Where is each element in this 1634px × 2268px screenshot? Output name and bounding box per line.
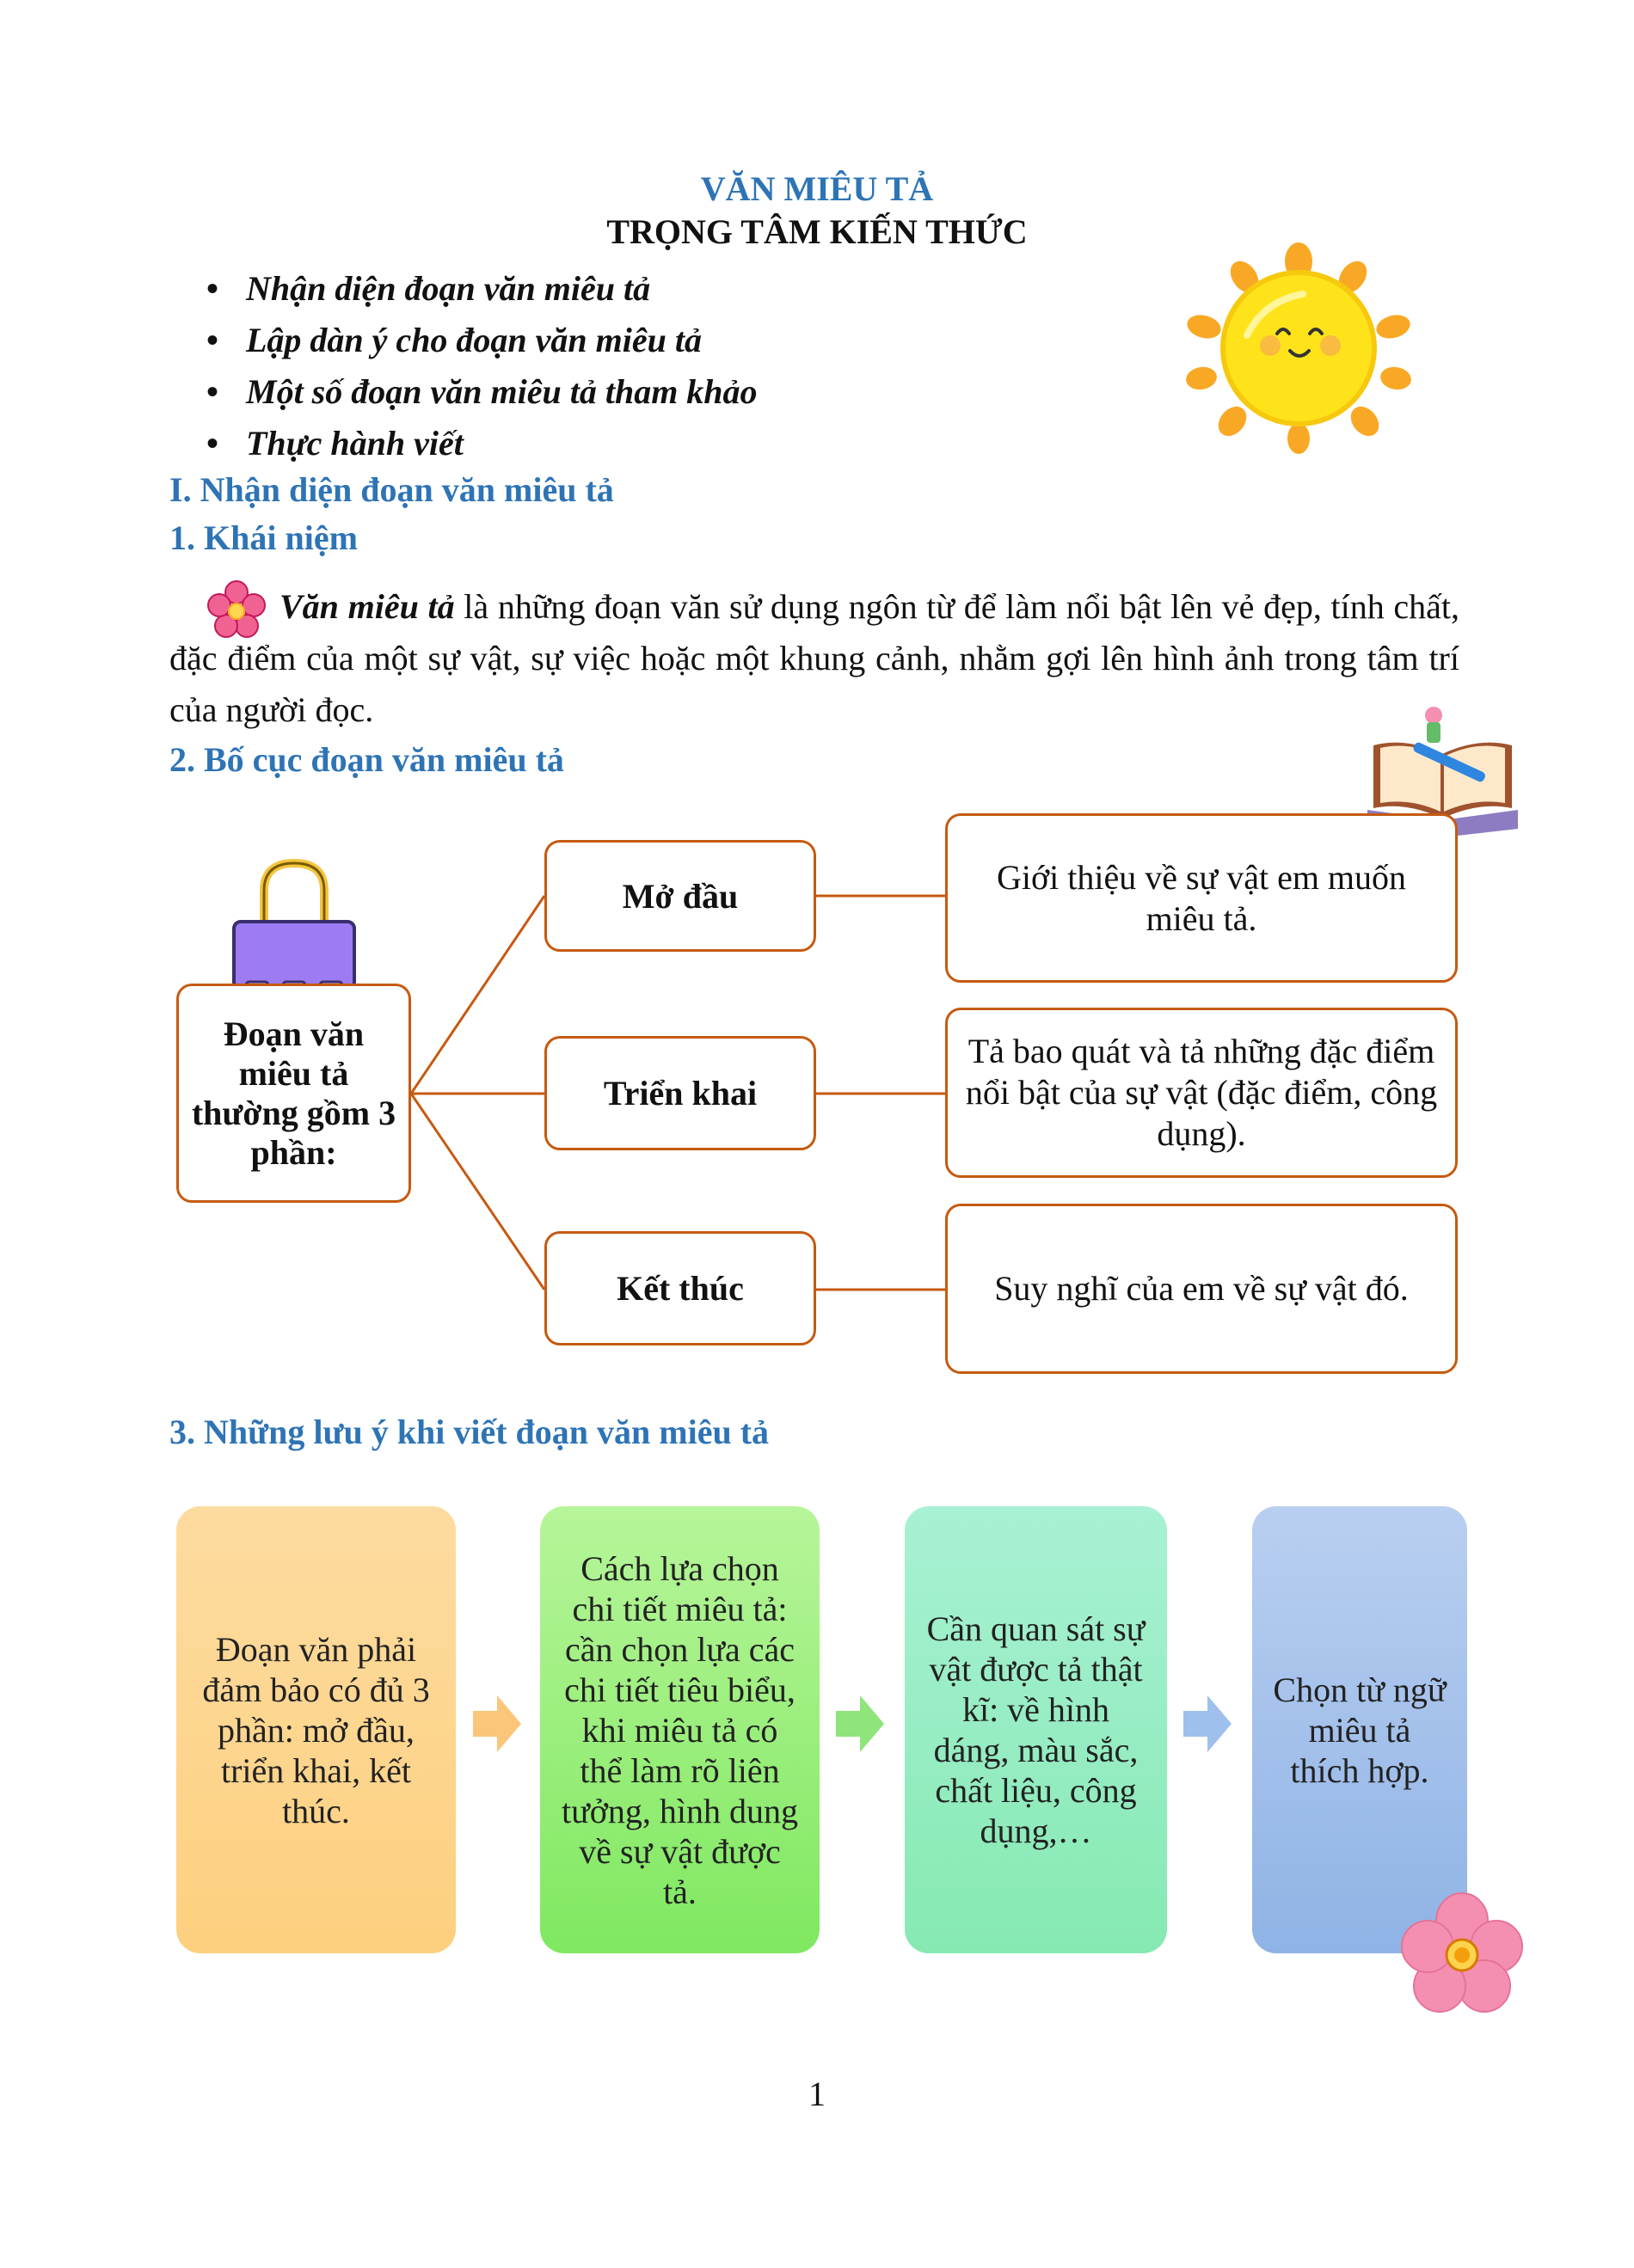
subsection-heading: 3. Những lưu ý khi viết đoạn văn miêu tả xyxy=(169,1413,770,1451)
flower-icon xyxy=(1400,1893,1524,2015)
binder-clip-illustration xyxy=(225,856,363,998)
part-ending-box: Kết thúc xyxy=(544,1231,816,1345)
part-ending-description: Suy nghĩ của em về sự vật đó. xyxy=(945,1204,1458,1374)
part-opening-description: Giới thiệu về sự vật em muốn miêu tả. xyxy=(945,813,1458,983)
document-title: VĂN MIÊU TẢ xyxy=(700,169,934,208)
page-number: 1 xyxy=(808,2075,826,2113)
part-body-description: Tả bao quát và tả những đặc điểm nổi bật của sự vật (đặc điểm, công dụng). xyxy=(945,1008,1458,1178)
arrow-right-icon xyxy=(1183,1695,1232,1752)
part-body-box: Triển khai xyxy=(544,1036,816,1150)
list-item: • Lập dàn ý cho đoạn văn miêu tả xyxy=(206,315,758,366)
section-heading: I. Nhận diện đoạn văn miêu tả xyxy=(169,470,614,509)
note-card: Cách lựa chọn chi tiết miêu tả: cần chọn lựa các chi tiết tiêu biểu, khi miêu tả có thể làm rõ liên tưởng, hình dung về sự vật được tả. xyxy=(540,1506,820,1953)
document-subtitle: TRỌNG TÂM KIẾN THỨC xyxy=(606,212,1028,251)
list-item: • Một số đoạn văn miêu tả tham khảo xyxy=(206,366,758,418)
part-opening-box: Mở đầu xyxy=(544,840,816,952)
diagram-root-box: Đoạn văn miêu tả thường gồm 3 phần: xyxy=(176,984,411,1203)
subsection-heading: 2. Bố cục đoạn văn miêu tả xyxy=(169,740,564,779)
list-item: • Thực hành viết xyxy=(206,418,758,469)
list-item: • Nhận diện đoạn văn miêu tả xyxy=(206,263,758,315)
definition-text: là những đoạn văn sử dụng ngôn từ để làm nổi bật lên vẻ đẹp, tính chất, đặc điểm của một sự vật, sự việc hoặc một khung cảnh, nhằm gợi lên hình ảnh trong tâm trí của người đọc. xyxy=(169,587,1460,729)
note-card: Chọn từ ngữ miêu tả thích hợp. xyxy=(1252,1506,1467,1953)
definition-term: Văn miêu tả xyxy=(280,587,455,626)
arrow-right-icon xyxy=(836,1695,884,1752)
subsection-heading: 1. Khái niệm xyxy=(169,518,358,557)
arrow-right-icon xyxy=(473,1695,521,1752)
note-card: Cần quan sát sự vật được tả thật kĩ: về hình dáng, màu sắc, chất liệu, công dụng,… xyxy=(905,1506,1167,1953)
note-card: Đoạn văn phải đảm bảo có đủ 3 phần: mở đầu, triển khai, kết thúc. xyxy=(176,1506,456,1953)
